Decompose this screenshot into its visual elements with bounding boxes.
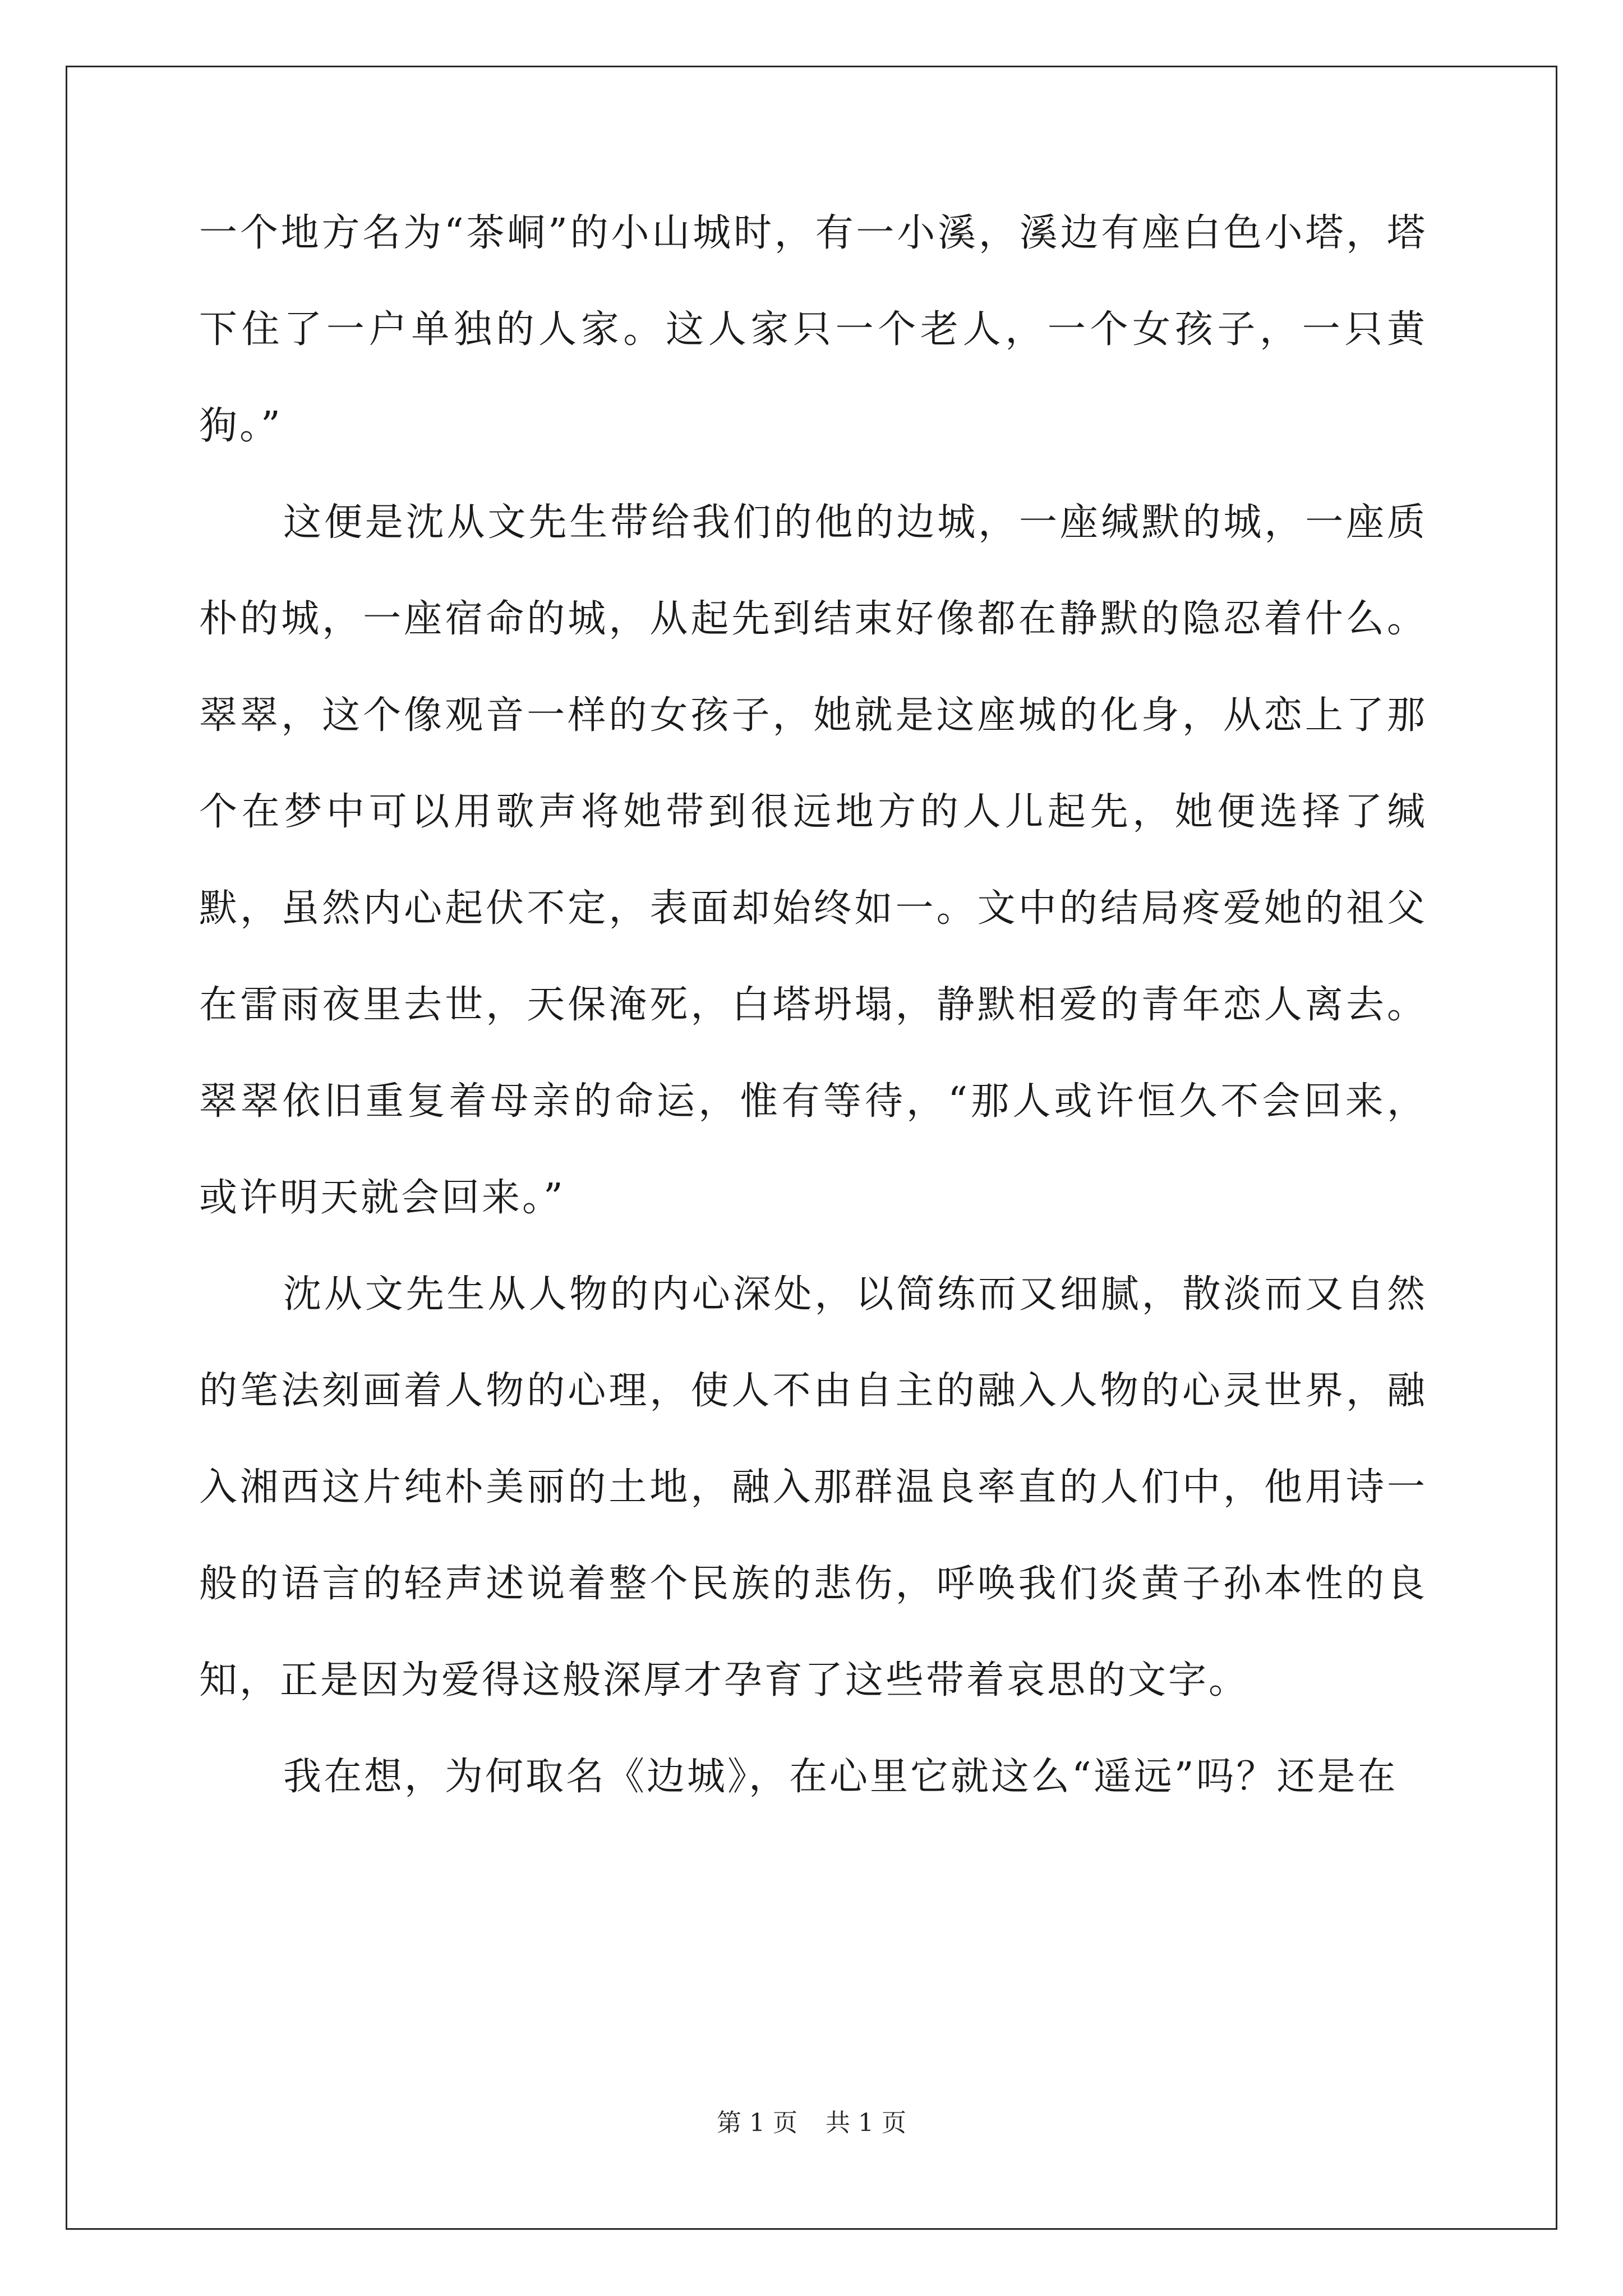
paragraph-2: 这便是沈从文先生带给我们的他的边城，一座缄默的城，一座质朴的城，一座宿命的城，从起先到结束好像都在静默的隐忍着什么。翠翠，这个像观音一样的女孩子，她就是这座城的化身，从恋上了那个在梦中可以用歌声将她带到很远地方的人儿起先，她便选择了缄默，虽然内心起伏不定，表面却始终如一。文中的结局疼爱她的祖父在雷雨夜里去世，天保淹死，白塔坍塌，静默相爱的青年恋人离去。翠翠依旧重复着母亲的命运，惟有等待，“那人或许恒久不会回来，或许明天就会回来。” bbox=[199, 500, 1427, 1220]
paragraph-3: 沈从文先生从人物的内心深处，以简练而又细腻，散淡而又自然的笔法刻画着人物的心理，使人不由自主的融入人物的心灵世界，融入湘西这片纯朴美丽的土地，融入那群温良率直的人们中，他用诗一般的语言的轻声述说着整个民族的悲伤，呼唤我们炎黄子孙本性的良知，正是因为爱得这般深厚才孕育了这些带着哀思的文字。 bbox=[199, 1272, 1427, 1703]
page-total: 共 1 页 bbox=[826, 2109, 906, 2137]
paragraph-4: 我在想，为何取名《边城》，在心里它就这么“遥远”吗？还是在 bbox=[283, 1755, 1398, 1799]
page-footer bbox=[0, 2102, 1623, 2138]
page-number: 第 1 页 bbox=[717, 2109, 797, 2137]
paragraph-1: 一个地方名为“茶峒”的小山城时，有一小溪，溪边有座白色小塔，塔下住了一户单独的人家。这人家只一个老人，一个女孩子，一只黄狗。” bbox=[199, 211, 1427, 448]
document-body bbox=[199, 185, 1427, 1825]
